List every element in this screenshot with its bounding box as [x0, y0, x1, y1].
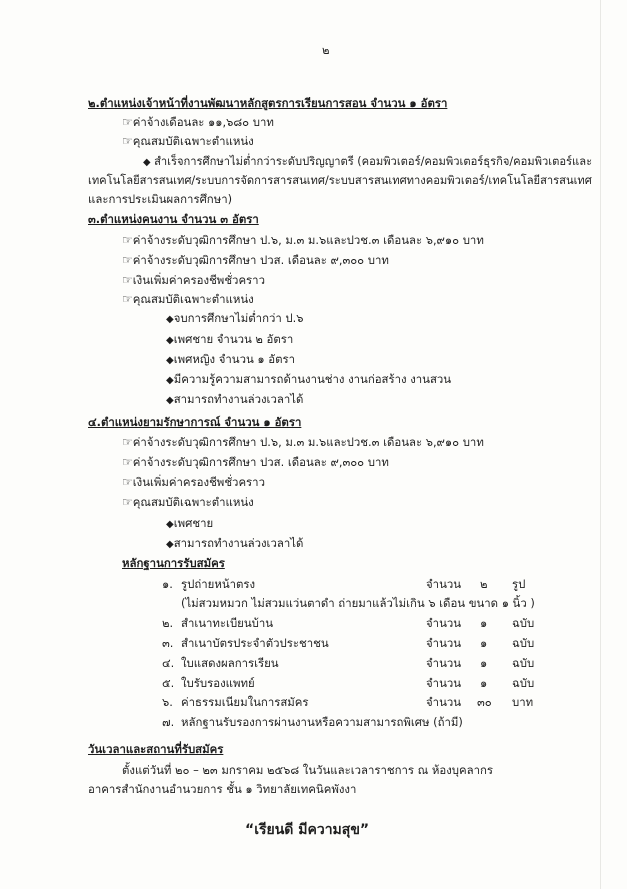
evidence-label: หลักฐานรับรองการผ่านงานหรือความสามารถพิเศษ (ถ้ามี) — [181, 715, 463, 729]
evidence-qty: ๑ — [480, 656, 488, 670]
section3-salary1: ค่าจ้างระดับวุฒิการศึกษา ป.๖, ม.๓ ม.๖และปวช.๓ เดือนละ ๖,๙๑๐ บาท — [132, 233, 484, 247]
evidence-num: ๕. — [162, 676, 175, 690]
schedule-line1: ตั้งแต่วันที่ ๒๐ – ๒๓ มกราคม ๒๕๖๘ ในวันและเวลาราชการ ณ ห้องบุคลากร — [122, 763, 494, 777]
section2-qual-row — [143, 154, 592, 170]
evidence-qty-word: จำนวน — [426, 636, 462, 650]
evidence-qty-word: จำนวน — [426, 656, 462, 670]
pointing-hand-icon: ☞ — [122, 292, 133, 306]
evidence-qty-word: จำนวน — [426, 676, 462, 690]
section4-salary1-row — [122, 435, 484, 449]
section3-qual-heading: คุณสมบัติเฉพาะตำแหน่ง — [132, 292, 254, 306]
evidence-num: ๔. — [162, 656, 175, 670]
section2-salary-row — [122, 115, 274, 129]
section4-title: ๔.ตำแหน่งยามรักษาการณ์ จำนวน ๑ อัตรา — [88, 415, 302, 429]
evidence-unit: ฉบับ — [512, 616, 535, 630]
evidence-num: ๗. — [162, 715, 175, 729]
section4-qual-heading-row — [122, 495, 254, 509]
diamond-bullet-icon: ◆ — [143, 157, 151, 168]
section4-qual-heading: คุณสมบัติเฉพาะตำแหน่ง — [132, 495, 254, 509]
evidence-unit: รูป — [512, 577, 526, 591]
section2-qual-line1: สำเร็จการศึกษาไม่ต่ำกว่าระดับปริญญาตรี (คอมพิวเตอร์/คอมพิวเตอร์ธุรกิจ/คอมพิวเตอร์และ — [154, 154, 593, 168]
scan-edge — [600, 0, 601, 889]
section2-qual-line3: และการประเมินผลการศึกษา) — [88, 192, 233, 206]
section2-qual-heading: คุณสมบัติเฉพาะตำแหน่ง — [132, 134, 254, 148]
pointing-hand-icon: ☞ — [122, 233, 133, 247]
pointing-hand-icon: ☞ — [122, 495, 133, 509]
section3-salary2-row — [122, 253, 389, 267]
diamond-bullet-icon: ◆ — [166, 355, 174, 366]
evidence-unit: ฉบับ — [512, 656, 535, 670]
section3-allowance: เงินเพิ่มค่าครองชีพชั่วคราว — [132, 273, 265, 287]
section3-qual-item — [166, 392, 303, 408]
evidence-photo-note: (ไม่สวมหมวก ไม่สวมแว่นตาดำ ถ่ายมาแล้วไม่เกิน ๖ เดือน ขนาด ๑ นิ้ว ) — [181, 596, 535, 610]
evidence-num: ๑. — [162, 577, 173, 591]
evidence-label: สำเนาบัตรประจำตัวประชาชน — [181, 636, 329, 650]
section4-allowance: เงินเพิ่มค่าครองชีพชั่วคราว — [132, 475, 265, 489]
section3-qual-text: เพศชาย จำนวน ๒ อัตรา — [173, 332, 294, 346]
page-number: ๒ — [322, 43, 330, 57]
schedule-title: วันเวลาและสถานที่รับสมัคร — [88, 742, 224, 756]
diamond-bullet-icon: ◆ — [166, 395, 174, 406]
section3-qual-heading-row — [122, 292, 254, 306]
section3-qual-item — [166, 332, 293, 348]
section3-qual-text: มีความรู้ความสามารถด้านงานช่าง งานก่อสร้าง งานสวน — [173, 372, 452, 386]
section2-salary: ค่าจ้างเดือนละ ๑๑,๖๘๐ บาท — [132, 115, 274, 129]
section3-salary2: ค่าจ้างระดับวุฒิการศึกษา ปวส. เดือนละ ๙,๓๐๐ บาท — [132, 253, 389, 267]
section4-qual-item — [166, 536, 303, 552]
pointing-hand-icon: ☞ — [122, 253, 133, 267]
evidence-label: รูปถ่ายหน้าตรง — [181, 577, 256, 591]
evidence-qty-word: จำนวน — [426, 616, 462, 630]
section4-allowance-row — [122, 475, 265, 489]
pointing-hand-icon: ☞ — [122, 134, 133, 148]
evidence-title: หลักฐานการรับสมัคร — [122, 556, 225, 570]
section2-title: ๒.ตำแหน่งเจ้าหน้าที่งานพัฒนาหลักสูตรการเรียนการสอน จำนวน ๑ อัตรา — [88, 96, 448, 110]
section4-qual-text: เพศชาย — [173, 516, 214, 530]
evidence-unit: ฉบับ — [512, 676, 535, 690]
section3-qual-text: จบการศึกษาไม่ต่ำกว่า ป.๖ — [173, 311, 304, 325]
diamond-bullet-icon: ◆ — [166, 539, 174, 550]
section4-qual-item — [166, 516, 213, 532]
section3-title: ๓.ตำแหน่งคนงาน จำนวน ๓ อัตรา — [88, 212, 259, 226]
section2-qual-line2: เทคโนโลยีสารสนเทศ/ระบบการจัดการสารสนเทศ/ระบบสารสนเทศทางคอมพิวเตอร์/เทคโนโลยีสารสนเทศ — [88, 173, 592, 187]
pointing-hand-icon: ☞ — [122, 115, 133, 129]
section2-qual-heading-row — [122, 134, 254, 148]
pointing-hand-icon: ☞ — [122, 273, 133, 287]
diamond-bullet-icon: ◆ — [166, 335, 174, 346]
diamond-bullet-icon: ◆ — [166, 519, 174, 530]
pointing-hand-icon: ☞ — [122, 435, 133, 449]
section3-qual-item — [166, 311, 303, 327]
section4-salary2-row — [122, 455, 389, 469]
evidence-unit: บาท — [512, 695, 534, 709]
section3-salary1-row — [122, 233, 484, 247]
evidence-qty-word: จำนวน — [426, 695, 462, 709]
section4-qual-text: สามารถทำงานล่วงเวลาได้ — [173, 536, 304, 550]
motto: “เรียนดี มีความสุข” — [245, 822, 370, 838]
evidence-label: ใบรับรองแพทย์ — [181, 676, 255, 690]
pointing-hand-icon: ☞ — [122, 475, 133, 489]
evidence-num: ๓. — [162, 636, 174, 650]
evidence-qty: ๒ — [480, 577, 488, 591]
section4-salary2: ค่าจ้างระดับวุฒิการศึกษา ปวส. เดือนละ ๙,๓๐๐ บาท — [132, 455, 389, 469]
diamond-bullet-icon: ◆ — [166, 375, 174, 386]
schedule-line2: อาคารสำนักงานอำนวยการ ชั้น ๑ วิทยาลัยเทคนิคพังงา — [88, 782, 357, 796]
diamond-bullet-icon: ◆ — [166, 314, 174, 325]
evidence-qty: ๑ — [480, 636, 488, 650]
evidence-label: สำเนาทะเบียนบ้าน — [181, 616, 274, 630]
section4-salary1: ค่าจ้างระดับวุฒิการศึกษา ป.๖, ม.๓ ม.๖และปวช.๓ เดือนละ ๖,๙๑๐ บาท — [132, 435, 484, 449]
evidence-label: ใบแสดงผลการเรียน — [181, 656, 279, 670]
evidence-qty: ๑ — [480, 616, 488, 630]
section3-qual-item — [166, 352, 295, 368]
pointing-hand-icon: ☞ — [122, 455, 133, 469]
section3-qual-item — [166, 372, 451, 388]
evidence-qty-word: จำนวน — [426, 577, 462, 591]
evidence-qty: ๑ — [480, 676, 488, 690]
evidence-qty: ๓๐ — [477, 695, 492, 709]
section3-qual-text: เพศหญิง จำนวน ๑ อัตรา — [173, 352, 295, 366]
evidence-num: ๒. — [162, 616, 174, 630]
section3-qual-text: สามารถทำงานล่วงเวลาได้ — [173, 392, 304, 406]
evidence-num: ๖. — [162, 695, 173, 709]
evidence-label: ค่าธรรมเนียมในการสมัคร — [181, 695, 309, 709]
section3-allowance-row — [122, 273, 265, 287]
evidence-unit: ฉบับ — [512, 636, 535, 650]
